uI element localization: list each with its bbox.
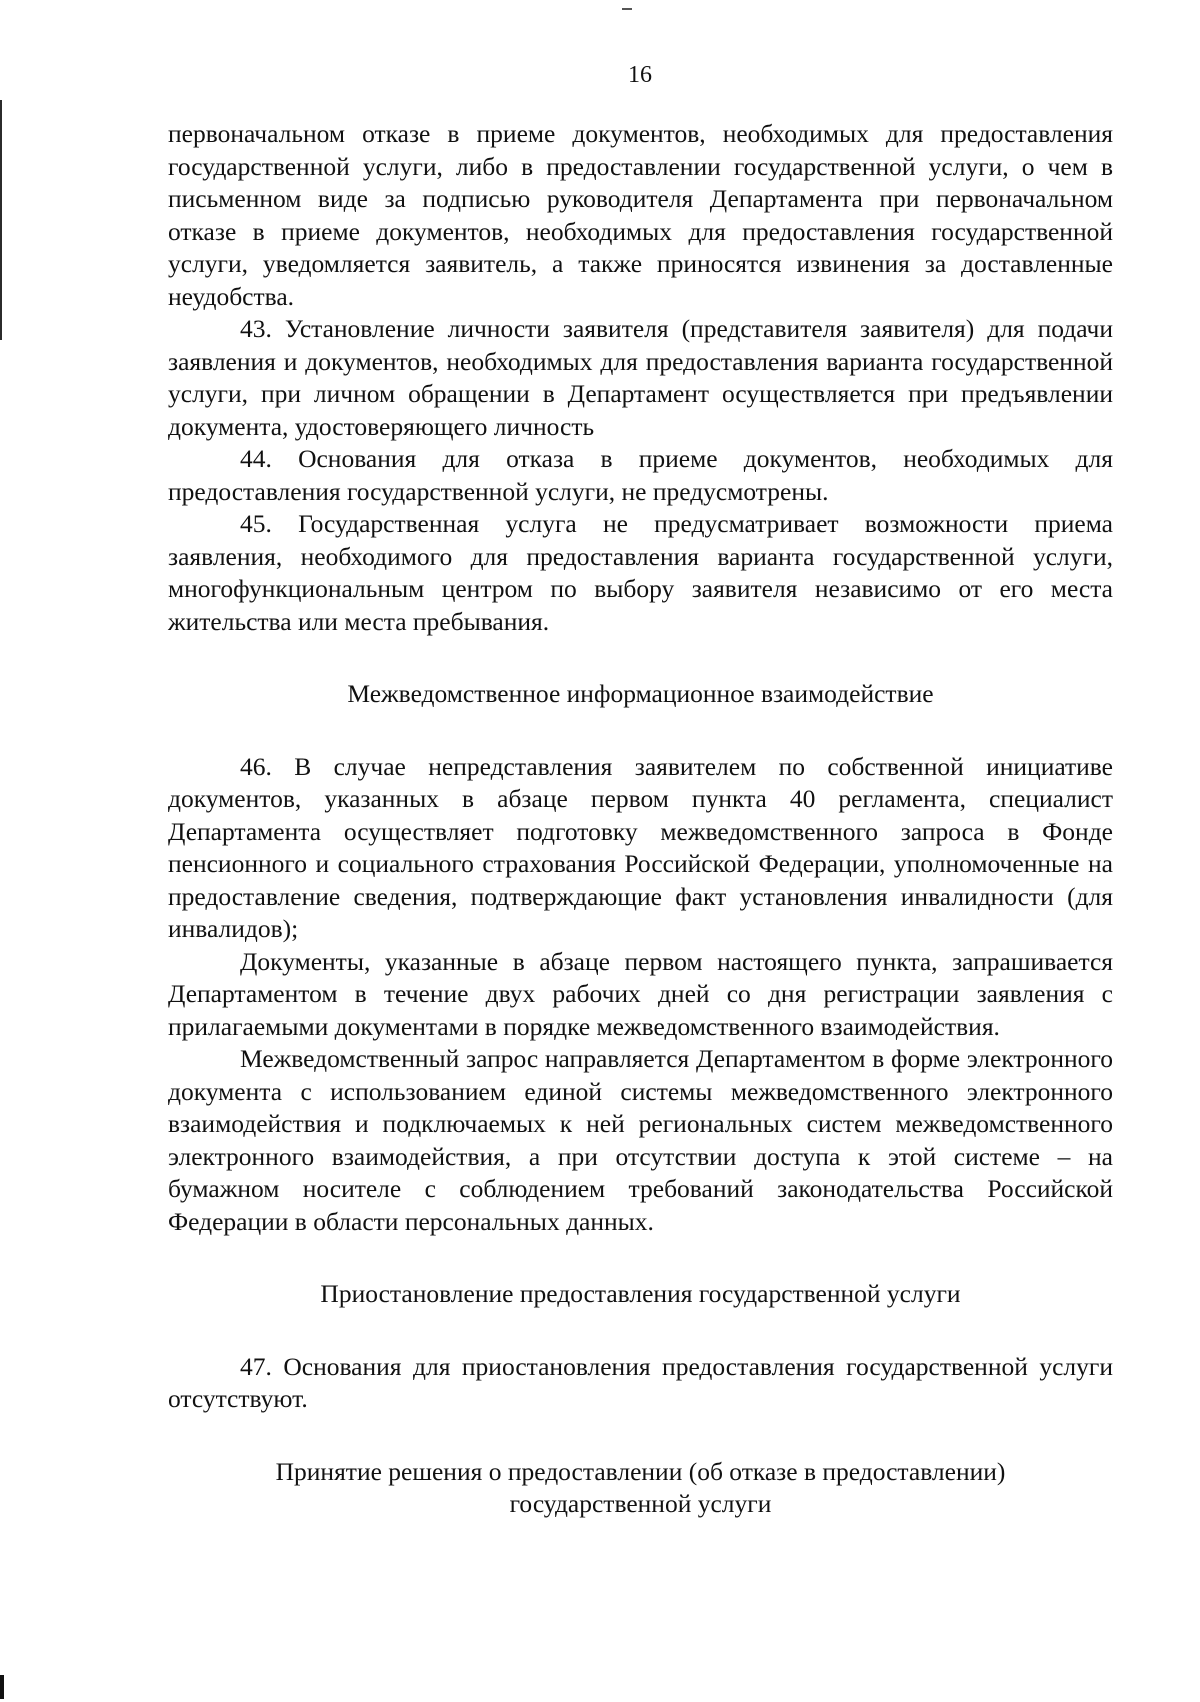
document-body — [168, 118, 1113, 1521]
spacer — [168, 1238, 1113, 1278]
page-number: 16 — [628, 62, 652, 88]
paragraph-continuation: первоначальном отказе в приеме документов, необходимых для предоставления государственной услуги, либо в предоставлении государственной услуги, о чем в письменном виде за подписью руководителя Департамента при первоначальном отказе в приеме документов, необходимых для предоставления государственной услуги, уведомляется заявитель, а также приносятся извинения за доставленные неудобства. — [168, 119, 1113, 311]
paragraph-43: 43. Установление личности заявителя (представителя заявителя) для подачи заявления и документов, необходимых для предоставления варианта государственной услуги, при личном обращении в Департамент осуществляется при предъявлении документа, удостоверяющего личность — [168, 314, 1113, 441]
spacer — [168, 1311, 1113, 1351]
section-heading-suspension: Приостановление предоставления государственной услуги — [320, 1279, 961, 1308]
paragraph-46-request: Межведомственный запрос направляется Департаментом в форме электронного документа с использованием единой системы межведомственного электронного взаимодействия и подключаемых к ней региональных систем межведомственного электронного взаимодействия, а при отсутствии доступа к этой системе – на бумажном носителе с соблюдением требований законодательства Российской Федерации в области персональных данных. — [168, 1044, 1113, 1236]
paragraph-45: 45. Государственная услуга не предусматривает возможности приема заявления, необходимого для предоставления варианта государственной услуги, многофункциональным центром по выбору заявителя независимо от его места жительства или места пребывания. — [168, 509, 1113, 636]
paragraph-47: 47. Основания для приостановления предоставления государственной услуги отсутствуют. — [168, 1351, 1113, 1413]
scan-edge-mark-bottom — [0, 1675, 4, 1699]
section-heading-decision-line2: государственной услуги — [509, 1489, 772, 1518]
spacer — [168, 711, 1113, 751]
spacer — [168, 638, 1113, 678]
section-heading-interagency: Межведомственное информационное взаимодействие — [347, 679, 934, 708]
paragraph-44: 44. Основания для отказа в приеме документов, необходимых для предоставления государственной услуги, не предусмотрены. — [168, 444, 1113, 506]
paragraph-46: 46. В случае непредставления заявителем по собственной инициативе документов, указанных в абзаце первом пункта 40 регламента, специалист Департамента осуществляет подготовку межведомственного запроса в Фонде пенсионного и социального страхования Российской Федерации, уполномоченные на предоставление сведения, подтверждающие факт установления инвалидности (для инвалидов); — [168, 751, 1113, 943]
scan-edge-mark — [0, 100, 2, 340]
section-heading-decision-line1: Принятие решения о предоставлении (об отказе в предоставлении) — [275, 1456, 1006, 1486]
spacer — [168, 1416, 1113, 1456]
paragraph-46-documents: Документы, указанные в абзаце первом настоящего пункта, запрашивается Департаментом в течение двух рабочих дней со дня регистрации заявления с прилагаемыми документами в порядке межведомственного взаимодействия. — [168, 946, 1113, 1041]
scan-speck — [622, 8, 632, 10]
